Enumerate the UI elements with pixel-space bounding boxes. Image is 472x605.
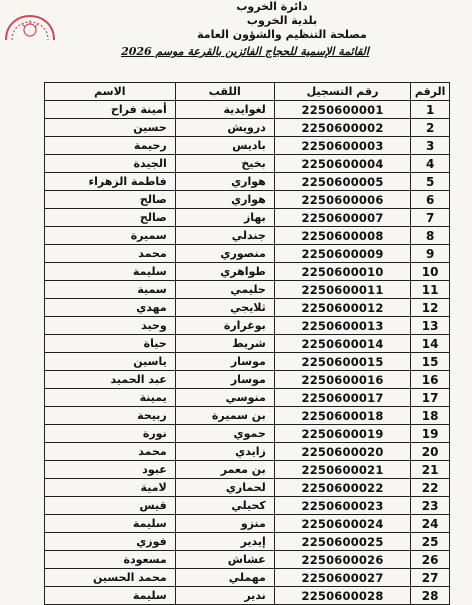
cell-last-name: حموي bbox=[175, 425, 274, 443]
cell-first-name: أمينة فراح bbox=[45, 101, 176, 119]
cell-registration: 2250600005 bbox=[274, 173, 410, 191]
cell-registration: 2250600008 bbox=[274, 227, 410, 245]
cell-last-name: حليمي bbox=[175, 281, 274, 299]
cell-number: 23 bbox=[411, 497, 450, 515]
cell-last-name: موسار bbox=[175, 371, 274, 389]
table-row bbox=[45, 425, 450, 443]
document-title: القائمة الإسمية للحجاج الفائزين بالقرعة موسم 2026 bbox=[121, 45, 369, 58]
cell-last-name: بن معمر bbox=[175, 461, 274, 479]
cell-first-name: محمد الحسين bbox=[45, 569, 176, 587]
pilgrims-table bbox=[44, 82, 450, 605]
cell-number: 18 bbox=[411, 407, 450, 425]
cell-number: 26 bbox=[411, 551, 450, 569]
cell-first-name: صالح bbox=[45, 191, 176, 209]
cell-first-name: نورة bbox=[45, 425, 176, 443]
table-row bbox=[45, 101, 450, 119]
cell-first-name: صالح bbox=[45, 209, 176, 227]
cell-registration: 2250600014 bbox=[274, 335, 410, 353]
cell-last-name: بخيخ bbox=[175, 155, 274, 173]
cell-first-name: حياة bbox=[45, 335, 176, 353]
column-header-number: الرقم bbox=[411, 83, 450, 101]
table-row bbox=[45, 173, 450, 191]
table-row bbox=[45, 317, 450, 335]
cell-last-name: مهملي bbox=[175, 569, 274, 587]
cell-registration: 2250600016 bbox=[274, 371, 410, 389]
cell-last-name: بن سميرة bbox=[175, 407, 274, 425]
cell-last-name: منصوري bbox=[175, 245, 274, 263]
table-row bbox=[45, 209, 450, 227]
table-row bbox=[45, 263, 450, 281]
cell-first-name: سليمة bbox=[45, 587, 176, 605]
table-row bbox=[45, 371, 450, 389]
cell-first-name: سمية bbox=[45, 281, 176, 299]
cell-last-name: باديس bbox=[175, 137, 274, 155]
cell-first-name: سليمة bbox=[45, 515, 176, 533]
cell-number: 11 bbox=[411, 281, 450, 299]
cell-number: 13 bbox=[411, 317, 450, 335]
cell-last-name: هواري bbox=[175, 191, 274, 209]
daira-name: دائرة الخروب bbox=[236, 0, 308, 13]
cell-registration: 2250600023 bbox=[274, 497, 410, 515]
cell-last-name: منزو bbox=[175, 515, 274, 533]
cell-registration: 2250600024 bbox=[274, 515, 410, 533]
cell-last-name: ندير bbox=[175, 587, 274, 605]
cell-first-name: الجيدة bbox=[45, 155, 176, 173]
column-header-last-name: اللقب bbox=[175, 83, 274, 101]
cell-number: 28 bbox=[411, 587, 450, 605]
cell-first-name: يمينة bbox=[45, 389, 176, 407]
table-row bbox=[45, 155, 450, 173]
cell-registration: 2250600018 bbox=[274, 407, 410, 425]
table-row bbox=[45, 569, 450, 587]
cell-registration: 2250600001 bbox=[274, 101, 410, 119]
service-name: مصلحة التنظيم والشؤون العامة bbox=[197, 28, 367, 41]
cell-first-name: محمد bbox=[45, 443, 176, 461]
cell-number: 19 bbox=[411, 425, 450, 443]
column-header-first-name: الاسم bbox=[45, 83, 176, 101]
cell-number: 4 bbox=[411, 155, 450, 173]
cell-number: 20 bbox=[411, 443, 450, 461]
cell-registration: 2250600015 bbox=[274, 353, 410, 371]
table-row bbox=[45, 587, 450, 605]
cell-registration: 2250600003 bbox=[274, 137, 410, 155]
cell-last-name: زايدي bbox=[175, 443, 274, 461]
cell-number: 5 bbox=[411, 173, 450, 191]
cell-first-name: وحيد bbox=[45, 317, 176, 335]
cell-last-name: بهاز bbox=[175, 209, 274, 227]
cell-number: 8 bbox=[411, 227, 450, 245]
cell-registration: 2250600025 bbox=[274, 533, 410, 551]
cell-number: 25 bbox=[411, 533, 450, 551]
cell-first-name: حسين bbox=[45, 119, 176, 137]
cell-registration: 2250600007 bbox=[274, 209, 410, 227]
cell-first-name: مسعودة bbox=[45, 551, 176, 569]
commune-name: بلدية الخروب bbox=[246, 14, 318, 27]
cell-registration: 2250600027 bbox=[274, 569, 410, 587]
table-row bbox=[45, 281, 450, 299]
cell-registration: 2250600022 bbox=[274, 479, 410, 497]
cell-number: 24 bbox=[411, 515, 450, 533]
table-row bbox=[45, 335, 450, 353]
table-row bbox=[45, 389, 450, 407]
cell-first-name: لامية bbox=[45, 479, 176, 497]
cell-number: 21 bbox=[411, 461, 450, 479]
cell-last-name: منوسي bbox=[175, 389, 274, 407]
cell-last-name: كحيلي bbox=[175, 497, 274, 515]
cell-last-name: إيدير bbox=[175, 533, 274, 551]
cell-first-name: عبود bbox=[45, 461, 176, 479]
cell-number: 7 bbox=[411, 209, 450, 227]
cell-number: 17 bbox=[411, 389, 450, 407]
cell-number: 14 bbox=[411, 335, 450, 353]
cell-registration: 2250600004 bbox=[274, 155, 410, 173]
table-row bbox=[45, 497, 450, 515]
table-row bbox=[45, 515, 450, 533]
table-row bbox=[45, 407, 450, 425]
cell-registration: 2250600019 bbox=[274, 425, 410, 443]
cell-last-name: لحماري bbox=[175, 479, 274, 497]
cell-first-name: فاطمة الزهراء bbox=[45, 173, 176, 191]
table-row bbox=[45, 137, 450, 155]
cell-number: 10 bbox=[411, 263, 450, 281]
cell-registration: 2250600020 bbox=[274, 443, 410, 461]
table-row bbox=[45, 479, 450, 497]
table-row bbox=[45, 299, 450, 317]
cell-last-name: جندلي bbox=[175, 227, 274, 245]
cell-first-name: ياسين bbox=[45, 353, 176, 371]
cell-number: 22 bbox=[411, 479, 450, 497]
cell-registration: 2250600012 bbox=[274, 299, 410, 317]
cell-number: 27 bbox=[411, 569, 450, 587]
table-row bbox=[45, 443, 450, 461]
cell-registration: 2250600028 bbox=[274, 587, 410, 605]
cell-last-name: درويش bbox=[175, 119, 274, 137]
table-row bbox=[45, 119, 450, 137]
cell-registration: 2250600010 bbox=[274, 263, 410, 281]
table-row bbox=[45, 461, 450, 479]
cell-last-name: ثلايجي bbox=[175, 299, 274, 317]
cell-registration: 2250600009 bbox=[274, 245, 410, 263]
cell-first-name: مهدي bbox=[45, 299, 176, 317]
cell-last-name: عشاش bbox=[175, 551, 274, 569]
cell-registration: 2250600021 bbox=[274, 461, 410, 479]
cell-last-name: بوغرارة bbox=[175, 317, 274, 335]
table-row bbox=[45, 551, 450, 569]
cell-last-name: هواري bbox=[175, 173, 274, 191]
cell-number: 12 bbox=[411, 299, 450, 317]
table-header-row bbox=[45, 83, 450, 101]
cell-last-name: لغوايدية bbox=[175, 101, 274, 119]
cell-number: 2 bbox=[411, 119, 450, 137]
cell-last-name: شريط bbox=[175, 335, 274, 353]
column-header-registration: رقم التسجيل bbox=[274, 83, 410, 101]
table-row bbox=[45, 245, 450, 263]
table-row bbox=[45, 353, 450, 371]
cell-first-name: ربيحة bbox=[45, 407, 176, 425]
cell-first-name: قيس bbox=[45, 497, 176, 515]
cell-number: 1 bbox=[411, 101, 450, 119]
table-row bbox=[45, 227, 450, 245]
cell-number: 16 bbox=[411, 371, 450, 389]
cell-registration: 2250600002 bbox=[274, 119, 410, 137]
cell-registration: 2250600017 bbox=[274, 389, 410, 407]
table-row bbox=[45, 191, 450, 209]
cell-number: 6 bbox=[411, 191, 450, 209]
cell-registration: 2250600006 bbox=[274, 191, 410, 209]
municipal-seal-icon bbox=[2, 0, 58, 46]
table-row bbox=[45, 533, 450, 551]
cell-registration: 2250600013 bbox=[274, 317, 410, 335]
cell-first-name: سميرة bbox=[45, 227, 176, 245]
cell-first-name: رحيمة bbox=[45, 137, 176, 155]
cell-number: 9 bbox=[411, 245, 450, 263]
cell-first-name: عبد الحميد bbox=[45, 371, 176, 389]
cell-first-name: سليمة bbox=[45, 263, 176, 281]
cell-number: 3 bbox=[411, 137, 450, 155]
cell-last-name: موسار bbox=[175, 353, 274, 371]
cell-registration: 2250600026 bbox=[274, 551, 410, 569]
cell-first-name: محمد bbox=[45, 245, 176, 263]
cell-last-name: طواهري bbox=[175, 263, 274, 281]
cell-number: 15 bbox=[411, 353, 450, 371]
cell-first-name: فوزي bbox=[45, 533, 176, 551]
office-header bbox=[162, 0, 402, 42]
cell-registration: 2250600011 bbox=[274, 281, 410, 299]
